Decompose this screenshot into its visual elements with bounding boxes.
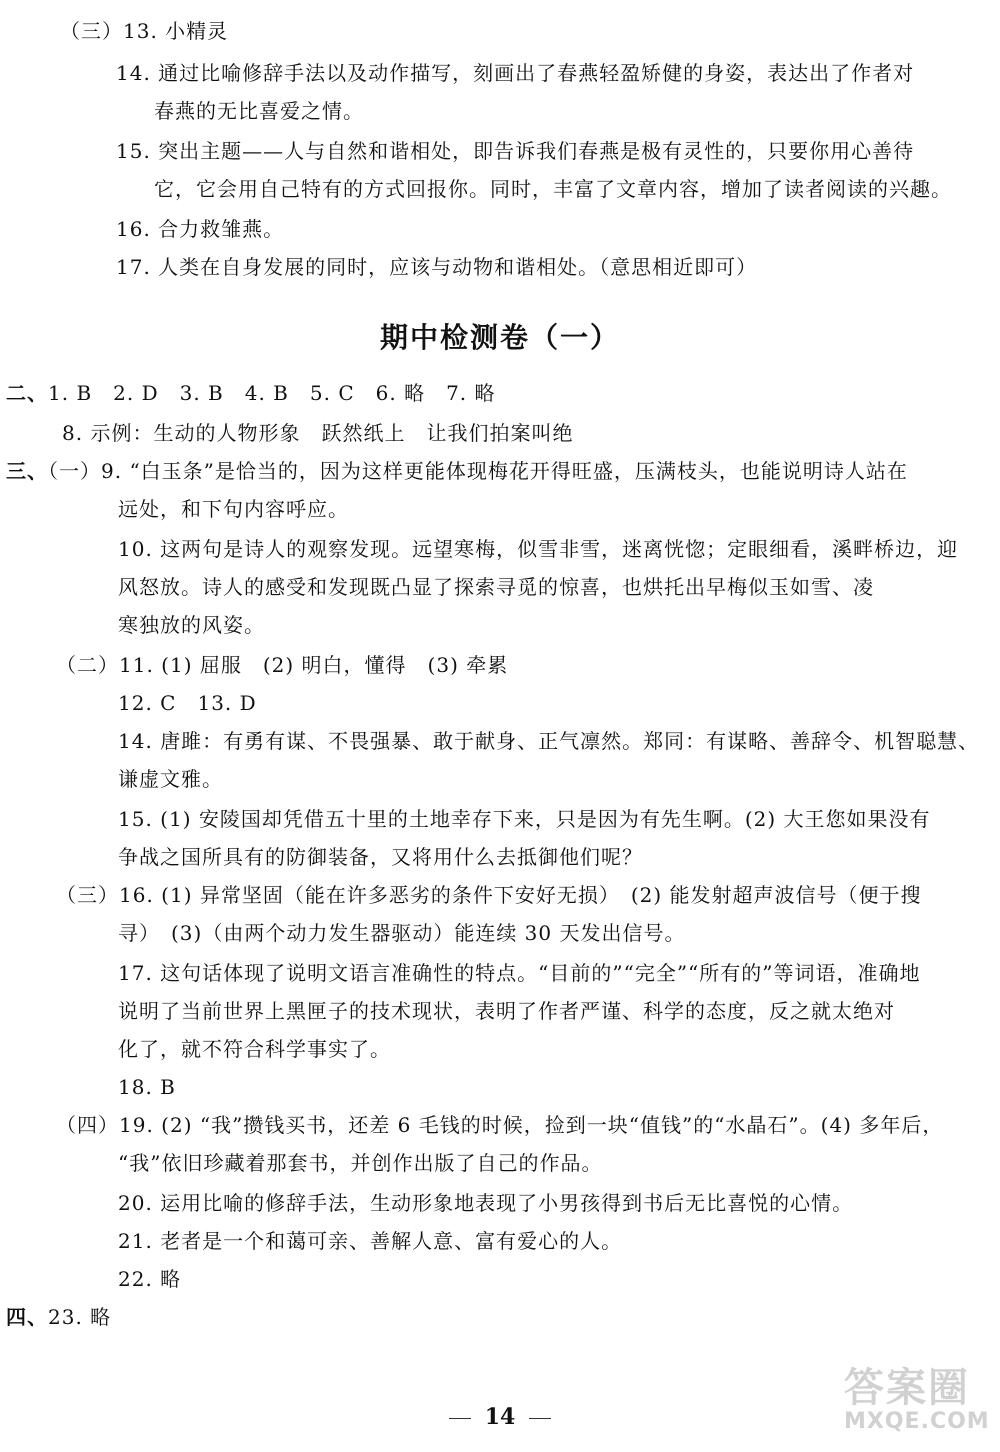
section-marker: 二、 <box>6 381 48 405</box>
answer-line: 17. 人类在自身发展的同时，应该与动物和谐相处。（意思相近即可） <box>116 255 758 279</box>
answer-line: 风怒放。诗人的感受和发现既凸显了探索寻觅的惊喜，也烘托出早梅似玉如雪、凌 <box>118 575 874 599</box>
answer-text: （一）9. “白玉条”是恰当的，因为这样更能体现梅花开得旺盛，压满枝头，也能说明诗人站在 <box>48 459 908 483</box>
answer-line: 寒独放的风姿。 <box>118 613 265 637</box>
answer-line: 22. 略 <box>118 1267 182 1291</box>
answer-line: 争战之国所具有的防御装备，又将用什么去抵御他们呢？ <box>118 845 643 869</box>
answer-line: 10. 这两句是诗人的观察发现。远望寒梅，似雪非雪，迷离恍惚；定眼细看，溪畔桥边，迎 <box>118 537 959 561</box>
answer-line: 20. 运用比喻的修辞手法，生动形象地表现了小男孩得到书后无比喜悦的心情。 <box>118 1191 854 1215</box>
answer-line: 16. 合力救雏燕。 <box>116 217 285 241</box>
answer-text: 1. B 2. D 3. B 4. B 5. C 6. 略 7. 略 <box>48 381 496 405</box>
answer-line: 说明了当前世界上黑匣子的技术现状，表明了作者严谨、科学的态度，反之就太绝对 <box>118 999 895 1023</box>
answer-line: 12. C 13. D <box>118 691 257 715</box>
answer-line: 14. 唐雎：有勇有谋、不畏强暴、敢于献身、正气凛然。郑同：有谋略、善辞令、机智聪慧、 <box>118 729 980 753</box>
exam-title: 期中检测卷（一） <box>379 321 620 354</box>
answer-line: 14. 通过比喻修辞手法以及动作描写，刻画出了春燕轻盈矫健的身姿，表达出了作者对 <box>116 61 915 85</box>
answer-line: （四）19. (2) “我”攒钱买书，还差 6 毛钱的时候，捡到一块“值钱”的“水晶石”。(4) 多年后， <box>56 1113 944 1137</box>
answer-line: 寻） (3)（由两个动力发生器驱动）能连续 30 天发出信号。 <box>118 921 686 945</box>
answer-line: 8. 示例：生动的人物形象 跃然纸上 让我们拍案叫绝 <box>62 421 574 445</box>
answer-line: （二）11. (1) 屈服 (2) 明白，懂得 (3) 牵累 <box>56 653 509 677</box>
footer-dash <box>529 1418 551 1419</box>
answer-line: “我”依旧珍藏着那套书，并创作出版了自己的作品。 <box>118 1151 603 1175</box>
section-marker: 三、 <box>6 459 48 483</box>
answer-line: 17. 这句话体现了说明文语言准确性的特点。“目前的”“完全”“所有的”等词语，准确地 <box>118 961 921 985</box>
answer-line: 春燕的无比喜爱之情。 <box>154 99 364 123</box>
answer-line: （三）16. (1) 异常坚固（能在许多恶劣的条件下安好无损） (2) 能发射超声波信号（便于搜 <box>56 883 922 907</box>
answer-line: 21. 老者是一个和蔼可亲、善解人意、富有爱心的人。 <box>118 1229 623 1253</box>
section-three-line <box>6 458 908 484</box>
section-four-line <box>6 1304 111 1330</box>
watermark-text: 答案圈 <box>844 1365 970 1411</box>
watermark-logo <box>844 1356 990 1446</box>
answer-line: 远处，和下句内容呼应。 <box>118 497 349 521</box>
watermark-url: MXQE.COM <box>844 1409 990 1434</box>
answer-line: 谦虚文雅。 <box>118 767 223 791</box>
answer-text: 23. 略 <box>48 1305 112 1329</box>
page-number: 14 <box>484 1404 516 1430</box>
section-marker: 四、 <box>6 1305 48 1329</box>
answer-line: 15. 突出主题——人与自然和谐相处，即告诉我们春燕是极有灵性的，只要你用心善待 <box>116 139 915 163</box>
answer-line: 18. B <box>118 1075 176 1099</box>
footer-dash <box>449 1418 471 1419</box>
section-two-line <box>6 380 496 406</box>
answer-line: 它，它会用自己特有的方式回报你。同时，丰富了文章内容，增加了读者阅读的兴趣。 <box>154 177 952 201</box>
answer-line: 15. (1) 安陵国却凭借五十里的土地幸存下来，只是因为有先生啊。(2) 大王您如果没有 <box>118 807 931 831</box>
answer-line: 化了，就不符合科学事实了。 <box>118 1037 391 1061</box>
answer-line: （三）13. 小精灵 <box>60 19 229 43</box>
